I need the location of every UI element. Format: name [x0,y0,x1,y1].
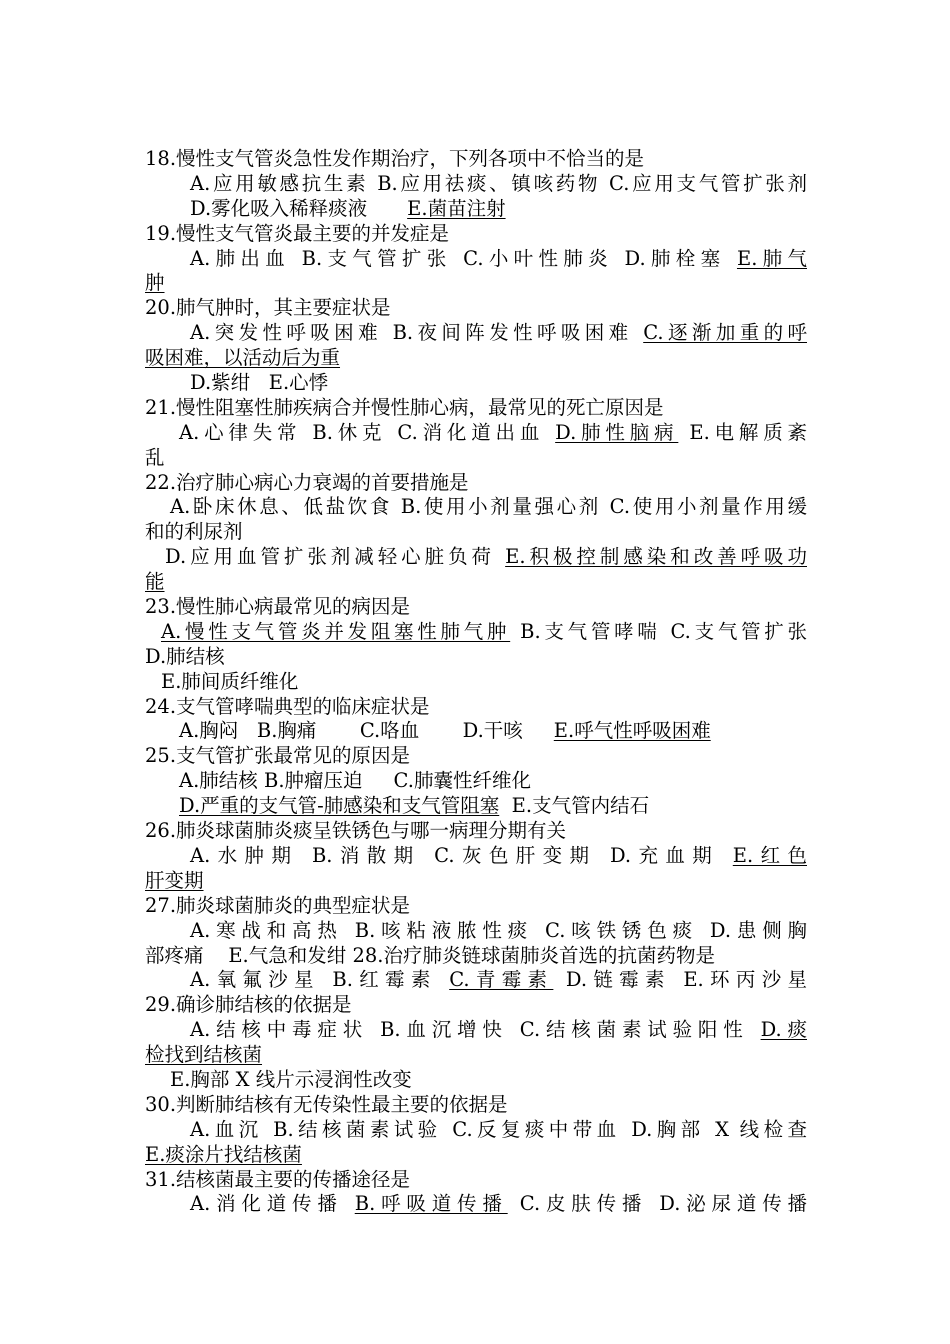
option: D.应用血管扩张剂减轻心脏负荷 [165,545,495,569]
option: B.应用祛痰、镇咳药物 [377,171,601,195]
option: C.咳铁锈色痰 [545,918,698,942]
options-line [145,1018,807,1043]
question-stem: 30.判断肺结核有无传染性最主要的依据是 [145,1092,508,1116]
answer-option: A.慢性支气管炎并发阻塞性肺气肿 [161,619,511,643]
option: A.肺出血 [190,246,291,270]
option: A.血沉 [190,1117,263,1141]
option: C.小叶性肺炎 [463,246,613,270]
options-line [145,321,807,346]
answer-option: 肝变期 [145,868,204,892]
option: D.链霉素 [565,968,671,992]
answer-option: 检找到结核菌 [145,1043,263,1067]
answer-option: E.肺气 [736,246,807,270]
options-line [145,346,807,371]
question-stem: 27.肺炎球菌肺炎的典型症状是 [145,893,411,917]
options-line [145,520,807,545]
options-line [145,421,807,446]
option: 部疼痛 [145,943,204,967]
option: B.支气管扩张 [301,246,452,270]
option: D.干咳 [462,719,523,743]
option: A.突发性呼吸困难 [190,321,382,345]
option: B.夜间阵发性呼吸困难 [392,321,633,345]
option: C.消化道出血 [397,420,545,444]
option: C.使用小剂量作用缓 [609,495,807,519]
option: A.寒战和高热 [190,918,343,942]
options-line [145,769,807,794]
options-line [145,968,807,993]
options-line [145,172,807,197]
option: B.使用小剂量强心剂 [400,495,601,519]
option: C.灰色肝变期 [434,843,597,867]
question-stem: 22.治疗肺心病心力衰竭的首要措施是 [145,470,469,494]
question-stem: 24.支气管哮喘典型的临床症状是 [145,694,430,718]
options-line [145,247,807,272]
options-line [145,495,807,520]
options-line [145,844,807,869]
option: C.应用支气管扩张剂 [609,171,807,195]
option: E.气急和发绀 [228,943,347,967]
answer-option: E.呼气性呼吸困难 [553,719,711,743]
option: C.皮肤传播 [519,1192,648,1216]
option: A.胸闷 [179,719,239,743]
question-stem: 19.慢性支气管炎最主要的并发症是 [145,221,450,245]
answer-option: 吸困难，以活动后为重 [145,346,341,370]
option: B.消散期 [311,843,421,867]
option: D.紫绀 [190,371,251,395]
answer-option: E.痰涂片找结核菌 [145,1142,302,1166]
question-list [145,147,807,1217]
option: E.心悸 [268,371,329,395]
options-line [145,645,807,670]
option: A.水肿期 [190,843,299,867]
option: A.心律失常 [179,420,302,444]
options-line [145,919,807,944]
options-line [145,570,807,595]
question-stem: 18.慢性支气管炎急性发作期治疗，下列各项中不恰当的是 [145,147,645,170]
option: D.泌尿道传播 [659,1192,807,1216]
question-stem: 31.结核菌最主要的传播途径是 [145,1167,411,1191]
option: C.肺囊性纤维化 [393,769,531,793]
options-line [145,620,807,645]
question-stem: 29.确诊肺结核的依据是 [145,993,352,1017]
question-stem: 26.肺炎球菌肺炎痰呈铁锈色与哪一病理分期有关 [145,819,567,843]
option: B.休克 [312,420,387,444]
options-line [145,1192,807,1217]
options-line [145,794,807,819]
question-stem: 20.肺气肿时，其主要症状是 [145,296,391,320]
options-line [145,1118,807,1143]
question-stem: 23.慢性肺心病最常见的病因是 [145,595,411,619]
option: C.结核菌素试验阳性 [519,1018,749,1042]
answer-option: E.积极控制感染和改善呼吸功 [505,545,807,569]
option: A.应用敏感抗生素 [190,171,369,195]
option: D.肺结核 [145,644,225,668]
option: A.卧床休息、低盐饮食 [170,495,392,519]
question-stem: 25.支气管扩张最常见的原因是 [145,744,411,768]
options-line [145,1043,807,1068]
options-line [145,371,807,396]
answer-option: D.肺性脑病 [555,420,679,444]
option: C.支气管扩张 [670,619,807,643]
options-line [145,1068,807,1093]
options-line [145,670,807,695]
option: A.氧氟沙星 [190,968,320,992]
answer-option: B.呼吸道传播 [354,1192,508,1216]
answer-option: C.逐渐加重的呼 [643,321,807,345]
options-line [145,1143,807,1168]
answer-option: 能 [145,570,165,594]
option: B.红霉素 [332,968,437,992]
options-line [145,944,807,969]
options-line [145,271,807,296]
option: B.支气管哮喘 [520,619,661,643]
answer-option: 肿 [145,271,165,295]
option: A.结核中毒症状 [190,1018,369,1042]
options-line [145,545,807,570]
option: E.肺间质纤维化 [161,669,299,693]
option: E.环丙沙星 [683,968,807,992]
options-line [145,446,807,471]
option: 和的利尿剂 [145,520,243,544]
options-line [145,197,807,222]
answer-option: D.痰 [760,1018,807,1042]
option: C.咯血 [359,719,420,743]
option: B.血沉增快 [380,1018,508,1042]
option: A.肺结核 [179,769,258,793]
option: E.电解质紊 [689,420,807,444]
option: D.充血期 [609,843,720,867]
question-stem: 21.慢性阻塞性肺疾病合并慢性肺心病，最常见的死亡原因是 [145,395,664,419]
option: 乱 [145,445,165,469]
option: D.患侧胸 [709,918,807,942]
option: E.支气管内结石 [511,794,650,818]
option: B.胸痛 [256,719,317,743]
option: E.胸部 X 线片示浸润性改变 [170,1067,412,1091]
answer-option: E.红色 [732,843,807,867]
option: B.结核菌素试验 [273,1117,442,1141]
answer-option: E.菌苗注射 [407,196,506,220]
question-stem-inline: 28.治疗肺炎链球菌肺炎首选的抗菌药物是 [352,943,715,967]
answer-option: D.严重的支气管-肺感染和支气管阻塞 [179,794,500,818]
option: D.胸部 X 线检查 [631,1117,807,1141]
option: D.肺栓塞 [624,246,726,270]
option: C.反复痰中带血 [452,1117,621,1141]
answer-option: C.青霉素 [449,968,554,992]
options-line [145,719,807,744]
option: B.咳粘液脓性痰 [354,918,534,942]
option: D.雾化吸入稀释痰液 [190,196,368,220]
option: B.肿瘤压迫 [263,769,363,793]
option: A.消化道传播 [190,1192,343,1216]
options-line [145,869,807,894]
